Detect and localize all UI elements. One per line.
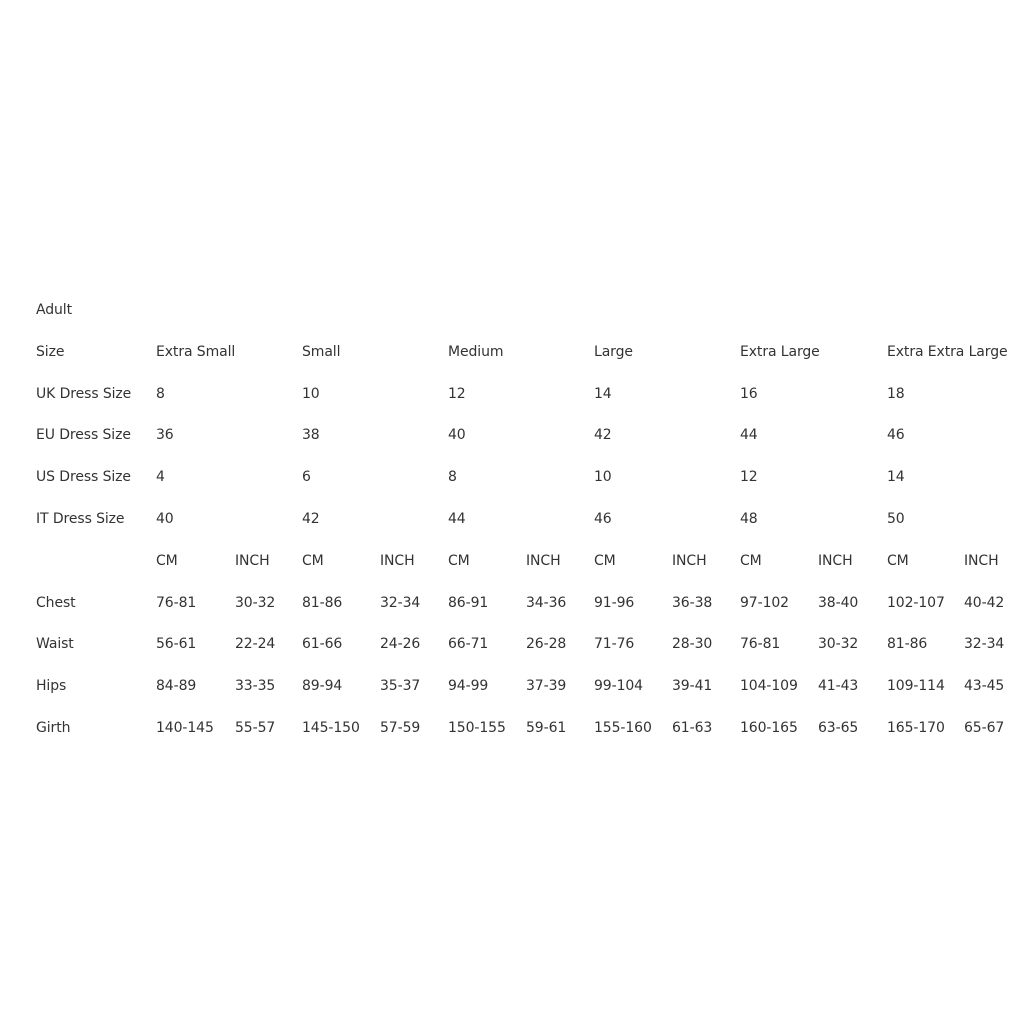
table-cell: 40-42 — [964, 594, 1005, 611]
dress-size-row — [36, 456, 1024, 498]
unit-header: INCH — [818, 552, 853, 569]
row-label: Hips — [36, 678, 67, 695]
table-cell: 56-61 — [156, 636, 197, 653]
unit-header: CM — [302, 552, 324, 569]
table-cell: 57-59 — [380, 719, 421, 736]
row-label: Waist — [36, 636, 74, 653]
table-cell: 94-99 — [448, 678, 489, 695]
table-cell: 38-40 — [818, 594, 859, 611]
table-cell: 84-89 — [156, 678, 197, 695]
row-label: Chest — [36, 594, 76, 611]
unit-header: CM — [594, 552, 616, 569]
chart-title: Adult — [36, 302, 72, 318]
row-label: EU Dress Size — [36, 427, 131, 444]
dress-size-row — [36, 414, 1024, 456]
table-cell: 102-107 — [887, 594, 945, 611]
chart-title-row — [36, 289, 1024, 331]
table-cell: 10 — [594, 469, 612, 486]
unit-header: INCH — [964, 552, 999, 569]
table-cell: 38 — [302, 427, 320, 444]
table-cell: 37-39 — [526, 678, 567, 695]
measurement-rows — [36, 582, 1024, 749]
size-name: Small — [302, 343, 341, 360]
unit-header: INCH — [526, 552, 561, 569]
table-cell: 46 — [887, 427, 905, 444]
measurement-row — [36, 707, 1024, 749]
size-name: Large — [594, 343, 633, 360]
table-cell: 145-150 — [302, 719, 360, 736]
table-cell: 34-36 — [526, 594, 567, 611]
table-cell: 43-45 — [964, 678, 1005, 695]
unit-row — [36, 540, 1024, 582]
table-cell: 41-43 — [818, 678, 859, 695]
table-cell: 59-61 — [526, 719, 567, 736]
table-cell: 160-165 — [740, 719, 798, 736]
table-cell: 14 — [887, 469, 905, 486]
measurement-row — [36, 665, 1024, 707]
table-cell: 89-94 — [302, 678, 343, 695]
table-cell: 28-30 — [672, 636, 713, 653]
size-name: Medium — [448, 343, 504, 360]
unit-header: CM — [156, 552, 178, 569]
size-row — [36, 331, 1024, 373]
table-cell: 66-71 — [448, 636, 489, 653]
table-cell: 44 — [740, 427, 758, 444]
table-cell: 76-81 — [740, 636, 781, 653]
unit-header: INCH — [380, 552, 415, 569]
table-cell: 155-160 — [594, 719, 652, 736]
table-cell: 44 — [448, 510, 466, 527]
measurement-row — [36, 582, 1024, 624]
size-name: Extra Small — [156, 343, 236, 360]
table-cell: 14 — [594, 385, 612, 402]
table-cell: 42 — [302, 510, 320, 527]
table-cell: 10 — [302, 385, 320, 402]
table-cell: 91-96 — [594, 594, 635, 611]
table-cell: 16 — [740, 385, 758, 402]
table-cell: 24-26 — [380, 636, 421, 653]
table-cell: 30-32 — [818, 636, 859, 653]
table-cell: 165-170 — [887, 719, 945, 736]
table-cell: 32-34 — [380, 594, 421, 611]
table-cell: 30-32 — [235, 594, 276, 611]
row-label: UK Dress Size — [36, 385, 132, 402]
table-cell: 35-37 — [380, 678, 421, 695]
table-cell: 61-66 — [302, 636, 343, 653]
unit-header: INCH — [235, 552, 270, 569]
unit-header: CM — [887, 552, 909, 569]
table-cell: 26-28 — [526, 636, 567, 653]
table-cell: 71-76 — [594, 636, 635, 653]
table-cell: 50 — [887, 510, 905, 527]
size-chart — [36, 289, 1024, 749]
dress-size-row — [36, 498, 1024, 540]
table-cell: 61-63 — [672, 719, 713, 736]
table-cell: 4 — [156, 469, 165, 486]
table-cell: 97-102 — [740, 594, 789, 611]
table-cell: 40 — [156, 510, 174, 527]
table-cell: 104-109 — [740, 678, 798, 695]
table-cell: 32-34 — [964, 636, 1005, 653]
table-cell: 65-67 — [964, 719, 1005, 736]
measurement-row — [36, 623, 1024, 665]
table-cell: 39-41 — [672, 678, 713, 695]
unit-header: INCH — [672, 552, 707, 569]
table-cell: 18 — [887, 385, 905, 402]
table-cell: 81-86 — [887, 636, 928, 653]
table-cell: 86-91 — [448, 594, 489, 611]
dress-size-rows — [36, 373, 1024, 540]
table-cell: 8 — [156, 385, 165, 402]
table-cell: 99-104 — [594, 678, 643, 695]
table-cell: 36-38 — [672, 594, 713, 611]
table-cell: 33-35 — [235, 678, 276, 695]
row-label: Size — [36, 343, 65, 360]
table-cell: 6 — [302, 469, 311, 486]
size-name: Extra Large — [740, 343, 820, 360]
table-cell: 22-24 — [235, 636, 276, 653]
table-cell: 81-86 — [302, 594, 343, 611]
size-name: Extra Extra Large — [887, 343, 1008, 360]
table-cell: 140-145 — [156, 719, 214, 736]
row-label: Girth — [36, 719, 71, 736]
table-cell: 76-81 — [156, 594, 197, 611]
dress-size-row — [36, 373, 1024, 415]
table-cell: 36 — [156, 427, 174, 444]
table-cell: 40 — [448, 427, 466, 444]
table-cell: 55-57 — [235, 719, 276, 736]
table-cell: 150-155 — [448, 719, 506, 736]
table-cell: 63-65 — [818, 719, 859, 736]
table-cell: 46 — [594, 510, 612, 527]
unit-header: CM — [740, 552, 762, 569]
table-cell: 109-114 — [887, 678, 945, 695]
table-cell: 48 — [740, 510, 758, 527]
row-label: US Dress Size — [36, 469, 131, 486]
table-cell: 12 — [740, 469, 758, 486]
unit-header: CM — [448, 552, 470, 569]
table-cell: 8 — [448, 469, 457, 486]
table-cell: 42 — [594, 427, 612, 444]
row-label: IT Dress Size — [36, 510, 125, 527]
table-cell: 12 — [448, 385, 466, 402]
